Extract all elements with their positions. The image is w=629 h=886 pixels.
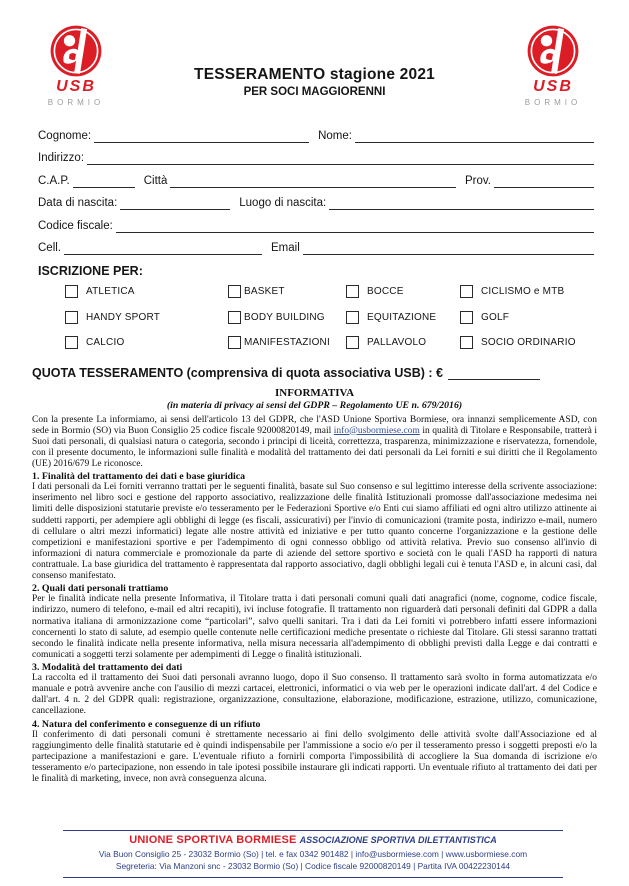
- row-codice-fiscale: [38, 210, 597, 233]
- option-ciclismo: CICLISMO e MTB: [460, 279, 597, 305]
- row-cognome-nome: [38, 120, 597, 143]
- informativa-intro: Con la presente La informiamo, ai sensi dell'articolo 13 del GDPR, che l'ASD Unione Sportiva Bormiese, ora innanzi semplicemente ASD, con sede in Bormio (SO) via Buon Consiglio 25 codice fiscale 92000820149, mail info@usbormiese.com in qualità di Titolare e Responsabile, tratterà i Suoi dati personali, di qualsiasi natura o categoria, secondo i principi di liceità, correttezza, trasparenza, minimizzazione e riservatezza, fornendole, con il presente documento, le informazioni sulle finalità e modalità del trattamento dei dati personali da Lei forniti e sui diritti che il Regolamento (UE) 2016/679 Le riconosce.: [32, 414, 597, 469]
- logo-city: BORMIO: [524, 98, 582, 107]
- footer-address-line: Via Buon Consiglio 25 - 23032 Bormio (So) | tel. e fax 0342 901482 | info@usbormiese.com | www.usbormiese.com: [98, 848, 528, 859]
- nome-field-line[interactable]: [355, 127, 594, 143]
- logo-acronym: USB: [56, 78, 96, 95]
- iscrizione-section-label: ISCRIZIONE PER:: [38, 264, 143, 278]
- cell-label: Cell.: [38, 242, 62, 255]
- footer-org-name: UNIONE SPORTIVA BORMIESE: [129, 834, 297, 847]
- checkbox-calcio[interactable]: [65, 336, 78, 349]
- row-indirizzo: [38, 143, 597, 166]
- informativa-section: [32, 387, 597, 786]
- section-3-heading: 3. Modalità del trattamento dei dati: [32, 661, 183, 673]
- checkbox-basket[interactable]: [228, 285, 241, 298]
- section-2-heading: 2. Quali dati personali trattiamo: [32, 582, 169, 594]
- checkbox-bocce[interactable]: [346, 285, 359, 298]
- cell-field-line[interactable]: [64, 239, 262, 255]
- codice-fiscale-field-line[interactable]: [116, 217, 594, 233]
- option-handy-sport: HANDY SPORT: [65, 305, 228, 331]
- checkbox-atletica[interactable]: [65, 285, 78, 298]
- luogo-nascita-field-line[interactable]: [329, 194, 594, 210]
- checkbox-manifestazioni[interactable]: [228, 336, 241, 349]
- cognome-label: Cognome:: [38, 129, 92, 142]
- option-calcio: CALCIO: [65, 330, 228, 356]
- row-nascita: [38, 188, 597, 211]
- citta-label: Città: [143, 174, 168, 187]
- checkbox-body-building[interactable]: [228, 311, 241, 324]
- data-nascita-field-line[interactable]: [120, 194, 230, 210]
- quota-field-line[interactable]: [448, 365, 540, 380]
- section-4-heading: 4. Natura del conferimento e conseguenze di un rifiuto: [32, 718, 261, 730]
- data-nascita-label: Data di nascita:: [38, 197, 118, 210]
- section-1-body: I dati personali da Lei forniti verranno trattati per le seguenti finalità, basate sul Suo consenso e sul legittimo interesse della scrivente associazione: inserimento nel libro soci e gestione del rapporto associativo, realizzazione delle finalità Istituzionali promosse dall'associazione medesima nei limiti delle disposizioni statutarie previste e/o tesseramento per le Federazioni Sportive e/o Enti cui siamo affiliati ed ogni altro utilizzo attinente ai suddetti rapporti, per adempiere agli obblighi di legge (es fiscali, assicurativi) per l'invio di comunicazioni (tramite posta, indirizzo e-mail, numero di cellulare o altri mezzi informatici) legate alle nostre attività ed iniziative e per tutto quanto concerne l'organizzazione e la gestione delle competizioni e manifestazioni sportive e per l'adempimento di ogni connesso obbligo od attività relativa. Previo suo consenso all'invio di informazioni di natura commerciale e promozionale da parte di aziende del settore sportivo e società con le quali l'ASD ha rapporti di natura contrattuale. La base giuridica del trattamento è rappresentata dal rapporto associativo, dagli obblighi legali cui è tenuta l'ASD e, in alcuni casi, dal consenso manifestato.: [32, 482, 597, 581]
- footer-secretary-line: Segreteria: Via Manzoni snc - 23032 Bormio (So) | Codice fiscale 92000820149 | Partita IVA 00422230144: [115, 861, 511, 872]
- section-1-heading: 1. Finalità del trattamento dei dati e base giuridica: [32, 470, 246, 482]
- option-atletica: ATLETICA: [65, 279, 228, 305]
- logo-acronym: USB: [533, 78, 573, 95]
- option-bocce: BOCCE: [346, 279, 460, 305]
- section-2-body: Per le finalità indicate nella presente Informativa, il Titolare tratta i dati personali comuni quali dati anagrafici (nome, cognome, codice fiscale, indirizzo, numero di telefono, e-mail ed altri recapiti), ivi incluse fotografie. Il trattamento non riguarderà dati personali definiti dal GDPR a dalla normativa italiana di armonizzazione come “particolari”, salvo quelli sanitari. Tra i dati da Lei forniti vi potrebbero infatti essere informazioni concernenti lo stato di salute, ad esempio quelle contenute nelle certificazioni mediche presentate o richieste dal Titolare. Gli stessi saranno trattati secondo le finalità indicate nella presente informativa, nella misura necessaria all'adempimento di obblighi previsti dalla Legge e dai contratti e comunicati a soggetti terzi solamente per adempimenti di Legge o finalità istituzionali.: [32, 594, 597, 660]
- checkbox-pallavolo[interactable]: [346, 336, 359, 349]
- cognome-field-line[interactable]: [94, 127, 309, 143]
- option-equitazione: EQUITAZIONE: [346, 305, 460, 331]
- quota-row: [32, 361, 597, 380]
- checkbox-equitazione[interactable]: [346, 311, 359, 324]
- section-4-body: Il conferimento di dati personali comuni è strettamente necessario ai fini dello svolgimento delle attività svolte dall'Associazione ed al raggiungimento delle finalità statutarie ed è quindi indispensabile per l'ammissione a socio e/o per il tesseramento presso i soggetti preposti e/o la partecipazione a manifestazioni e gare. L'eventuale rifiuto a fornirli comporta l'impossibilità di accogliere la Sua domanda di iscrizione e/o tesseramento e/o partecipazione, non essendo in tale ipotesi possibile instaurare gli indicati rapporti. Un eventuale rifiuto al trattamento dei dati per le finalità di marketing, invece, non avrà conseguenza alcuna.: [32, 730, 597, 785]
- indirizzo-field-line[interactable]: [87, 149, 594, 165]
- checkbox-ciclismo[interactable]: [460, 285, 473, 298]
- checkbox-socio-ordinario[interactable]: [460, 336, 473, 349]
- personal-data-section: [38, 120, 597, 255]
- informativa-subtitle: (in materia di privacy ai sensi del GDPR – Regolamento UE n. 679/2016): [166, 399, 463, 411]
- footer-org-line: [63, 834, 563, 848]
- option-body-building: BODY BUILDING: [228, 305, 346, 331]
- indirizzo-label: Indirizzo:: [38, 152, 85, 165]
- prov-field-line[interactable]: [494, 172, 594, 188]
- section-3-body: La raccolta ed il trattamento dei Suoi dati personali avranno luogo, dopo il Suo consenso. Il trattamento sarà svolto in forma automatizzata e/o manuale e potrà avvenire anche con l'ausilio di mezzi cartacei, elettronici, informatici o via web per le operazioni indicate dall'art. 4 del Codice e dall'art. 4 n. 2 del GDPR quali: registrazione, organizzazione, consultazione, elaborazione, modificazione, estrazione, utilizzo, comunicazione, cancellazione.: [32, 673, 597, 717]
- codice-fiscale-label: Codice fiscale:: [38, 219, 113, 232]
- informativa-title: INFORMATIVA: [274, 386, 355, 399]
- footer-org-type: ASSOCIAZIONE SPORTIVA DILETTANTISTICA: [299, 835, 497, 846]
- cap-field-line[interactable]: [73, 172, 135, 188]
- option-pallavolo: PALLAVOLO: [346, 330, 460, 356]
- footer: [63, 830, 563, 878]
- header: [32, 24, 597, 112]
- cap-label: C.A.P.: [38, 174, 70, 187]
- usb-logo-right: [509, 24, 597, 107]
- option-manifestazioni: MANIFESTAZIONI: [228, 330, 346, 356]
- prov-label: Prov.: [465, 174, 491, 187]
- row-cell-email: [38, 233, 597, 256]
- logo-city: BORMIO: [47, 98, 105, 107]
- checkbox-golf[interactable]: [460, 311, 473, 324]
- page-subtitle: PER SOCI MAGGIORENNI: [243, 86, 386, 98]
- option-golf: GOLF: [460, 305, 597, 331]
- citta-field-line[interactable]: [170, 172, 456, 188]
- option-basket: BASKET: [228, 279, 346, 305]
- usb-logo-left: [32, 24, 120, 107]
- sport-checkbox-grid: [65, 279, 597, 356]
- email-field-line[interactable]: [303, 239, 594, 255]
- luogo-nascita-label: Luogo di nascita:: [239, 197, 327, 210]
- option-socio-ordinario: SOCIO ORDINARIO: [460, 330, 597, 356]
- nome-label: Nome:: [318, 129, 352, 142]
- quota-label: QUOTA TESSERAMENTO (comprensiva di quota associativa USB) : €: [32, 365, 443, 380]
- email-link[interactable]: info@usbormiese.com: [333, 425, 420, 436]
- title-block: [120, 66, 509, 98]
- page-title: TESSERAMENTO stagione 2021: [194, 66, 435, 83]
- row-cap-citta-prov: [38, 165, 597, 188]
- usb-emblem-icon: [49, 24, 103, 78]
- usb-emblem-icon: [526, 24, 580, 78]
- checkbox-handy-sport[interactable]: [65, 311, 78, 324]
- email-label: Email: [271, 242, 300, 255]
